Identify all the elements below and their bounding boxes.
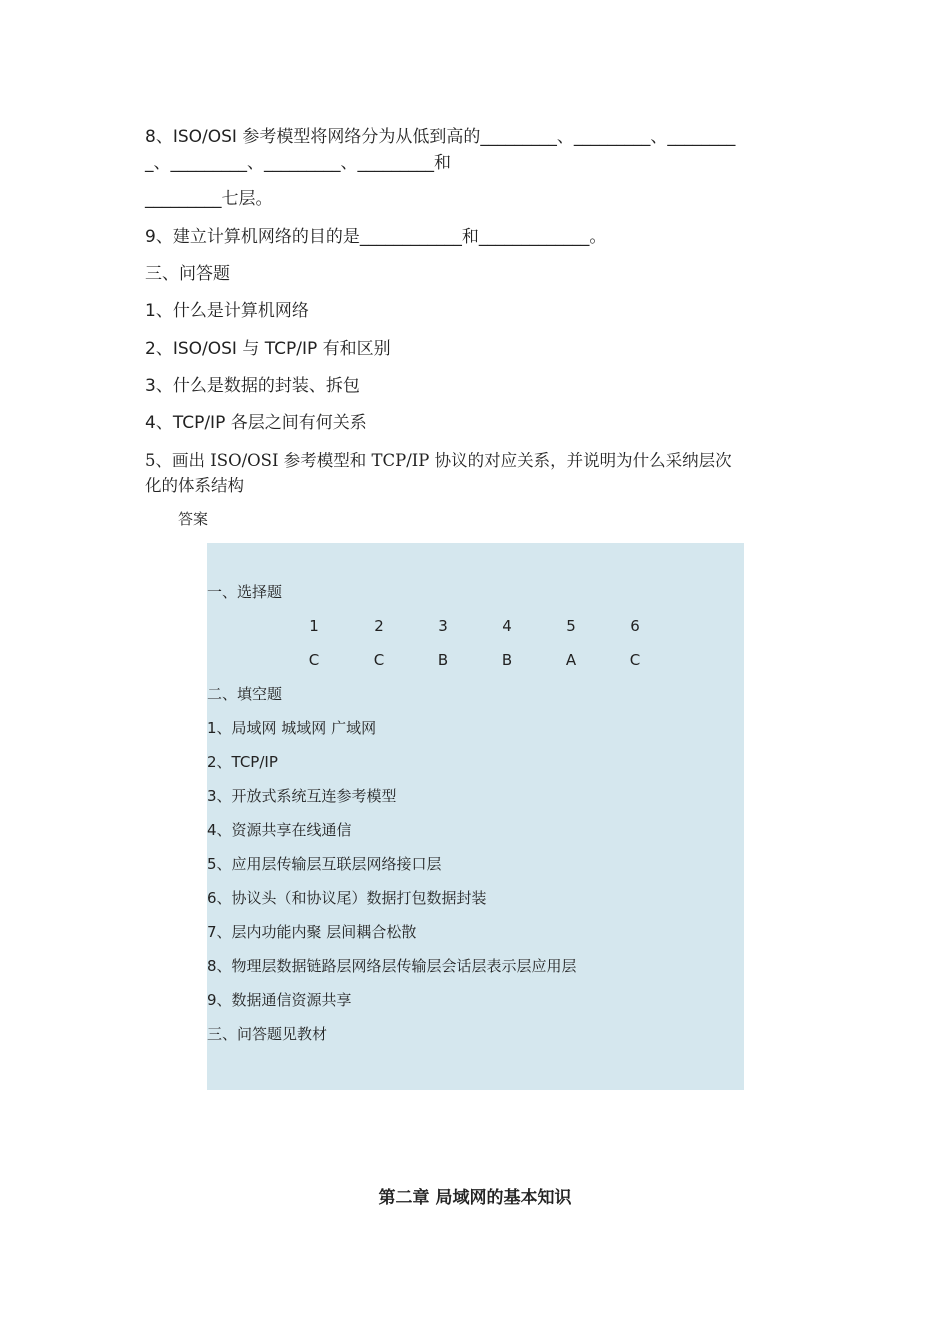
question-8-line-3: _________七层。 [145,189,273,209]
qa-item-5-line-1: 5、画出 ISO/OSI 参考模型和 TCP/IP 协议的对应关系，并说明为什么采纳层次 [145,451,732,470]
question-8-line-2: _、_________、_________、_________和 [145,153,451,173]
choice-number-3: 3 [438,617,448,635]
fill-title: 二、填空题 [207,685,283,703]
qa-item-3: 3、什么是数据的封装、拆包 [145,376,360,396]
answer-label: 答案 [178,510,209,528]
fill-item-9: 9、数据通信资源共享 [207,991,352,1009]
choice-answer-4: B [501,651,513,669]
choice-number-5: 5 [566,617,576,635]
choice-answer-6: C [629,651,641,669]
choice-number-2: 2 [374,617,384,635]
fill-item-3: 3、开放式系统互连参考模型 [207,787,397,805]
qa-item-1: 1、什么是计算机网络 [145,301,309,321]
answer-box [207,543,744,1090]
fill-item-7: 7、层内功能内聚 层间耦合松散 [207,923,417,941]
fill-item-5: 5、应用层传输层互联层网络接口层 [207,855,442,873]
choice-number-4: 4 [502,617,512,635]
qa-item-2: 2、ISO/OSI 与 TCP/IP 有和区别 [145,339,391,359]
choice-answer-3: B [437,651,449,669]
fill-item-4: 4、资源共享在线通信 [207,821,352,839]
choice-answer-2: C [373,651,385,669]
choice-number-1: 1 [309,617,319,635]
question-9: 9、建立计算机网络的目的是____________和_____________。 [145,227,607,247]
choice-answer-5: A [565,651,577,669]
choice-title: 一、选择题 [207,583,283,601]
qa-answer-note: 三、问答题见教材 [207,1025,328,1043]
fill-item-6: 6、协议头（和协议尾）数据打包数据封装 [207,889,487,907]
fill-item-2: 2、TCP/IP [207,753,278,771]
qa-item-5-line-2: 化的体系结构 [145,476,244,495]
question-8-line-1: 8、ISO/OSI 参考模型将网络分为从低到高的_________、_________、________ [145,127,736,147]
qa-item-4: 4、TCP/IP 各层之间有何关系 [145,413,367,433]
fill-item-1: 1、局域网 城域网 广域网 [207,719,377,737]
choice-answer-1: C [308,651,320,669]
chapter-title: 第二章 局域网的基本知识 [378,1188,572,1208]
fill-item-8: 8、物理层数据链路层网络层传输层会话层表示层应用层 [207,957,577,975]
choice-number-6: 6 [630,617,640,635]
section-3-title: 三、问答题 [145,264,230,284]
